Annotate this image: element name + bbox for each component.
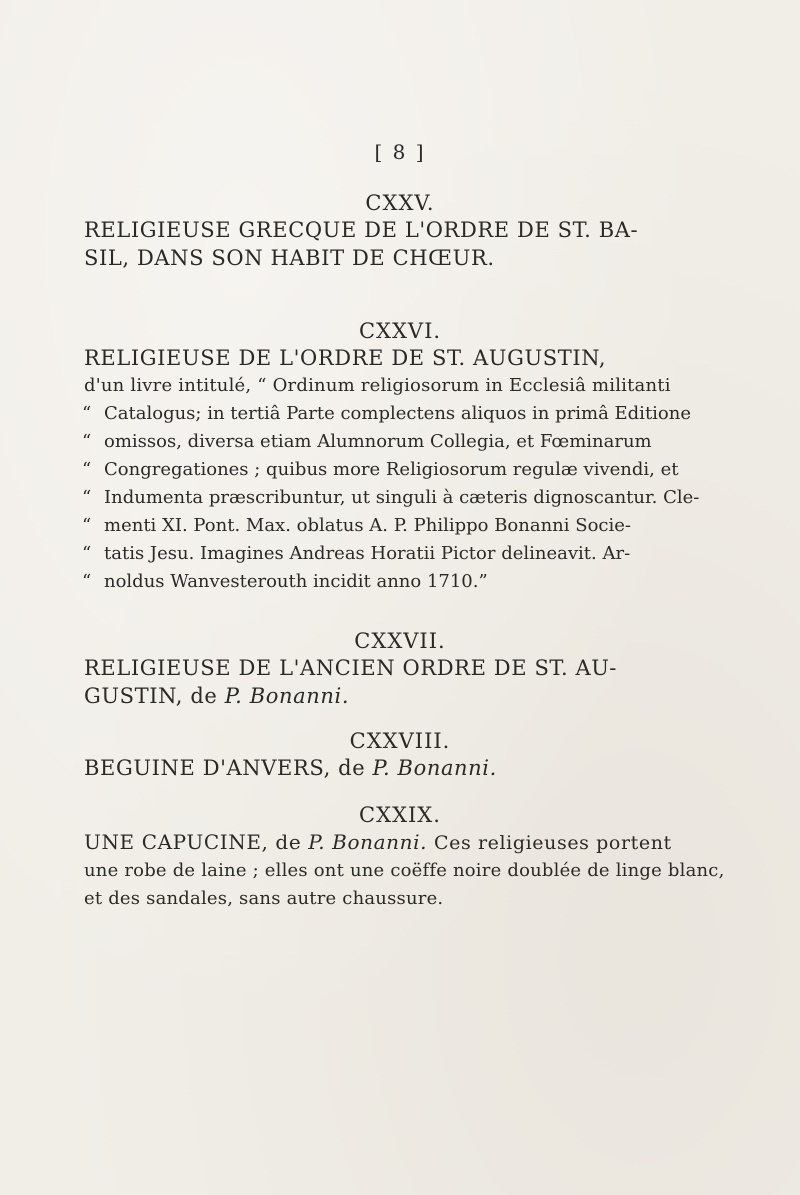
entry-heading-line: RELIGIEUSE DE L'ORDRE DE ST. AUGUSTIN, <box>84 346 607 370</box>
entry-cxxvii <box>0 628 800 710</box>
entry-numeral: CXXIX. <box>359 803 441 827</box>
entry-description-line: une robe de laine ; elles ont une coëffe noire doublée de linge blanc, <box>84 860 725 881</box>
quote-line: “ menti XI. Pont. Max. oblatus A. P. Philippo Bonanni Socie- <box>82 515 631 536</box>
entry-cxxv <box>0 190 800 272</box>
author-name: P. Bonanni. <box>224 684 350 708</box>
quote-line: “ noldus Wanvesterouth incidit anno 1710.” <box>82 571 488 592</box>
page-number: [ 8 ] <box>374 140 426 164</box>
entry-cxxix <box>0 802 800 913</box>
quote-line: “ Catalogus; in tertiâ Parte complectens aliquos in primâ Editione <box>82 403 692 424</box>
entry-heading-line: RELIGIEUSE GRECQUE DE L'ORDRE DE ST. BA- <box>84 218 639 242</box>
quote-line: “ omissos, diversa etiam Alumnorum Collegia, et Fœminarum <box>82 431 652 452</box>
quote-line: “ Indumenta præscribuntur, ut singuli à cæteris dignoscantur. Cle- <box>82 487 700 508</box>
entry-heading-line: BEGUINE D'ANVERS, de P. Bonanni. <box>84 756 497 780</box>
quote-line: “ Congregationes ; quibus more Religiosorum regulæ vivendi, et <box>82 459 679 480</box>
entry-numeral: CXXVIII. <box>349 729 451 753</box>
entry-numeral: CXXV. <box>365 191 435 215</box>
entry-cxxviii <box>0 728 800 782</box>
entry-description-line: et des sandales, sans autre chaussure. <box>84 888 444 909</box>
entry-heading-line: UNE CAPUCINE, de P. Bonanni. Ces religieuses portent <box>84 830 672 854</box>
entry-numeral: CXXVII. <box>354 629 446 653</box>
entry-heading-line: GUSTIN, de P. Bonanni. <box>84 684 350 708</box>
author-name: P. Bonanni. <box>308 830 428 854</box>
entry-numeral: CXXVI. <box>358 319 442 343</box>
entry-heading-line: RELIGIEUSE DE L'ANCIEN ORDRE DE ST. AU- <box>84 656 617 680</box>
entry-cxxvi <box>0 318 800 596</box>
author-name: P. Bonanni. <box>372 756 497 780</box>
entry-description-start: Ces religieuses portent <box>434 832 672 854</box>
entry-intro: d'un livre intitulé, “ Ordinum religiosorum in Ecclesiâ militanti <box>84 375 671 396</box>
quote-line: “ tatis Jesu. Imagines Andreas Horatii Pictor delineavit. Ar- <box>82 543 631 564</box>
entry-heading-line: SIL, DANS SON HABIT DE CHŒUR. <box>84 246 495 270</box>
